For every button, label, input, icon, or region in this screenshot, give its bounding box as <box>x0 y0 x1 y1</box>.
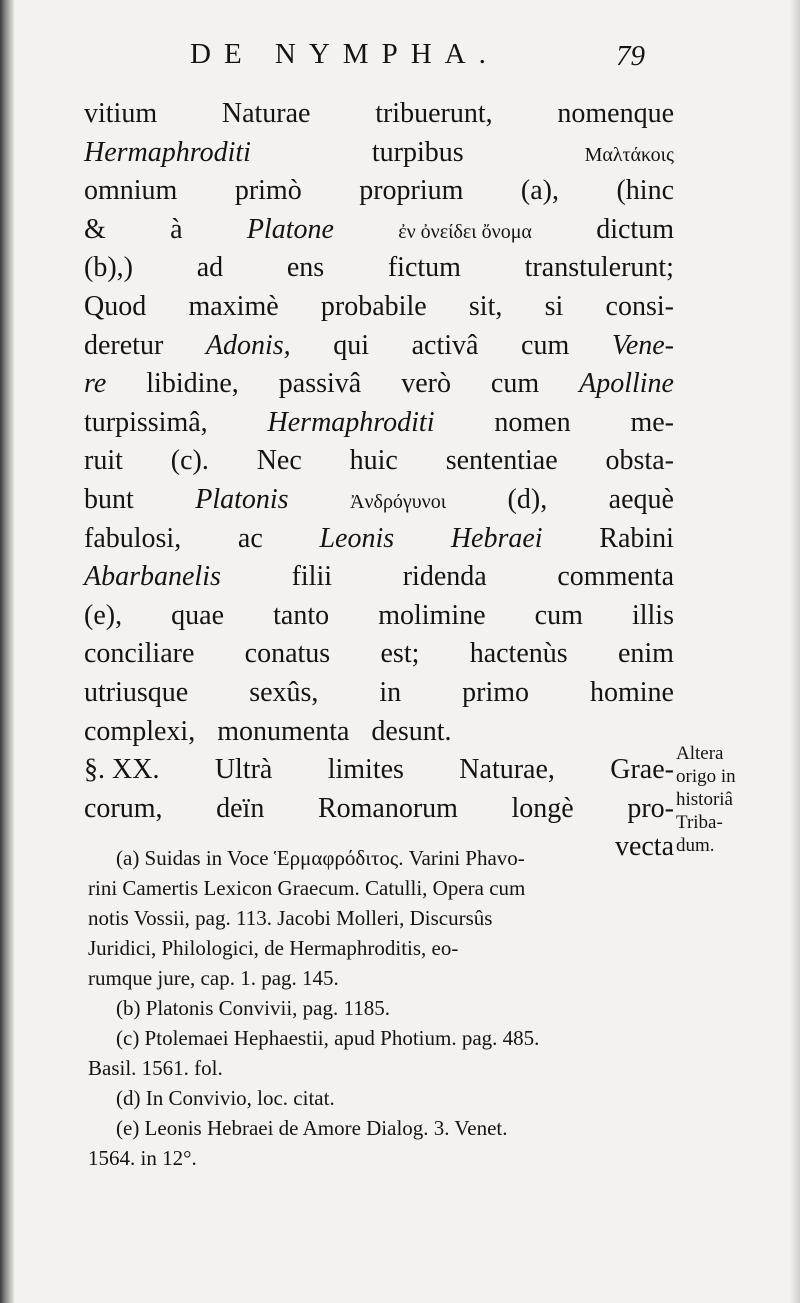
footnote-line: (b) Platonis Convivii, pag. 1185. <box>116 996 390 1020</box>
text-line <box>84 330 674 369</box>
word: Leonis <box>319 522 395 554</box>
footnote-line: (c) Ptolemaei Hephaestii, apud Photium. pag. 485. <box>116 1026 540 1050</box>
word: vitium <box>84 98 158 129</box>
marginal-note-line: origo in <box>676 766 736 787</box>
word: aequè <box>608 483 674 515</box>
footnote-line: notis Vossii, pag. 113. Jacobi Molleri, Discursûs <box>88 906 493 930</box>
word: monumenta <box>217 715 350 747</box>
word: homine <box>590 676 674 708</box>
text-line <box>84 252 674 291</box>
word: in <box>379 676 402 708</box>
footnote-line: (a) Suidas in Voce Ἑρμαφρόδιτος. Varini Phavo- <box>116 846 525 870</box>
word: corum, <box>84 792 163 824</box>
footnote-line: rumque jure, cap. 1. pag. 145. <box>88 966 339 990</box>
footnote-line: Basil. 1561. fol. <box>88 1056 223 1080</box>
word: proprium <box>359 175 464 207</box>
word: est; <box>380 638 420 670</box>
word: consi- <box>605 290 674 322</box>
word: (b),) <box>84 252 133 284</box>
marginal-note-line: historiâ <box>676 789 733 810</box>
word: (e), <box>84 599 123 631</box>
word: nomen <box>494 406 571 438</box>
word: dictum <box>596 213 674 245</box>
word: si <box>544 290 564 322</box>
word: Rabini <box>599 522 674 554</box>
word: ἐν ὀνείδει ὄνομα <box>398 220 532 243</box>
word: ridenda <box>402 561 487 593</box>
text-line <box>84 407 674 446</box>
word: me- <box>630 406 674 438</box>
word: commenta <box>557 561 674 593</box>
word: utriusque <box>84 676 189 708</box>
word: enim <box>617 638 674 670</box>
word: re <box>84 368 107 400</box>
footnote-line: (e) Leonis Hebraei de Amore Dialog. 3. Venet. <box>116 1116 508 1140</box>
word: verò <box>401 368 451 400</box>
word: libidine, <box>146 368 239 400</box>
word: Nec <box>256 445 302 477</box>
word: tribuerunt, <box>375 98 493 129</box>
word: hactenùs <box>469 638 568 670</box>
word: cum <box>534 599 583 631</box>
word: Romanorum <box>317 792 458 824</box>
word: quae <box>171 599 225 631</box>
word: Naturae, <box>459 754 555 786</box>
word: Abarbanelis <box>84 561 221 593</box>
word: Platone <box>246 213 334 245</box>
word: conciliare <box>84 638 195 670</box>
text-line <box>84 368 674 407</box>
word: primo <box>462 676 530 708</box>
text-line <box>84 561 674 600</box>
word: filii <box>291 561 333 593</box>
word: ac <box>237 522 263 554</box>
page-gutter-shadow <box>0 0 14 1303</box>
word: turpibus <box>371 136 464 168</box>
footnote-line: 1564. in 12°. <box>88 1146 197 1170</box>
word: huic <box>349 445 398 477</box>
word: molimine <box>378 599 486 631</box>
text-line <box>84 214 674 253</box>
page-edge <box>790 0 800 1303</box>
text-line <box>84 716 674 755</box>
word: Platonis <box>195 483 289 515</box>
word: bunt <box>84 483 134 515</box>
footnotes <box>88 846 674 1176</box>
word: Μαλτάκοις <box>584 143 674 166</box>
word: longè <box>511 792 574 824</box>
word: §. XX. <box>84 754 160 786</box>
text-line <box>84 793 674 832</box>
word: Vene- <box>611 329 674 361</box>
word: Adonis, <box>205 329 291 361</box>
word: fictum <box>387 252 461 284</box>
word: Hermaphroditi <box>84 136 251 168</box>
word: complexi, <box>84 715 196 747</box>
word: cum <box>490 368 540 400</box>
word: Grae- <box>610 754 674 786</box>
word: passivâ <box>278 368 362 400</box>
footnote-line: rini Camertis Lexicon Graecum. Catulli, Opera cum <box>88 876 526 900</box>
marginal-note-line: dum. <box>676 835 715 856</box>
word: (hinc <box>616 175 674 207</box>
text-line <box>84 677 674 716</box>
word: vecta <box>614 831 674 863</box>
word: limites <box>327 754 404 786</box>
word: obsta- <box>605 445 674 477</box>
word: desunt. <box>371 715 452 747</box>
text-line <box>84 98 674 137</box>
text-line <box>84 137 674 176</box>
word: deretur <box>84 329 164 361</box>
word: deïn <box>216 792 265 824</box>
word: activâ <box>411 329 479 361</box>
word: Hebraei <box>450 522 543 554</box>
word: Ἀνδρόγυνοι <box>350 490 447 513</box>
text-line <box>84 484 674 523</box>
word: turpissimâ, <box>84 406 208 438</box>
text-line <box>84 291 674 330</box>
word: Hermaphroditi <box>267 406 435 438</box>
page-number: 79 <box>616 40 645 72</box>
footnote-line: (d) In Convivio, loc. citat. <box>116 1086 335 1110</box>
word: fabulosi, <box>84 522 182 554</box>
word: & <box>84 213 106 245</box>
word: conatus <box>244 638 331 670</box>
word: nomenque <box>557 98 674 129</box>
word: à <box>170 213 183 245</box>
text-line <box>84 638 674 677</box>
word: sexûs, <box>249 676 319 708</box>
word: omnium <box>84 175 178 207</box>
word: (a), <box>520 175 559 207</box>
word: probabile <box>320 290 427 322</box>
main-text-block <box>84 98 674 870</box>
word: tanto <box>273 599 330 631</box>
word: Ultrà <box>214 754 273 786</box>
word: ad <box>196 252 224 284</box>
word: primò <box>234 175 302 207</box>
word: sententiae <box>445 445 558 477</box>
word: qui <box>333 329 370 361</box>
marginal-note-line: Triba- <box>676 812 723 833</box>
word: sit, <box>468 290 503 322</box>
word: Quod <box>84 290 147 322</box>
text-line <box>84 600 674 639</box>
running-title: DE NYMPHA. <box>190 38 499 70</box>
footnote-line: Juridici, Philologici, de Hermaphroditis, eo- <box>88 936 459 960</box>
word: cum <box>521 329 570 361</box>
marginal-note-line: Altera <box>676 743 724 764</box>
word: (d), <box>507 483 548 515</box>
marginal-note <box>676 742 772 857</box>
word: illis <box>631 599 674 631</box>
word: transtulerunt; <box>524 252 674 284</box>
word: ens <box>286 252 325 284</box>
word: maximè <box>188 290 279 322</box>
word: ruit <box>84 445 123 477</box>
text-line <box>84 523 674 562</box>
text-line <box>84 754 674 793</box>
word: Apolline <box>579 368 674 400</box>
word: pro- <box>627 792 674 824</box>
text-line <box>84 445 674 484</box>
text-line <box>84 175 674 214</box>
word: Naturae <box>221 98 311 129</box>
word: (c). <box>170 445 209 477</box>
